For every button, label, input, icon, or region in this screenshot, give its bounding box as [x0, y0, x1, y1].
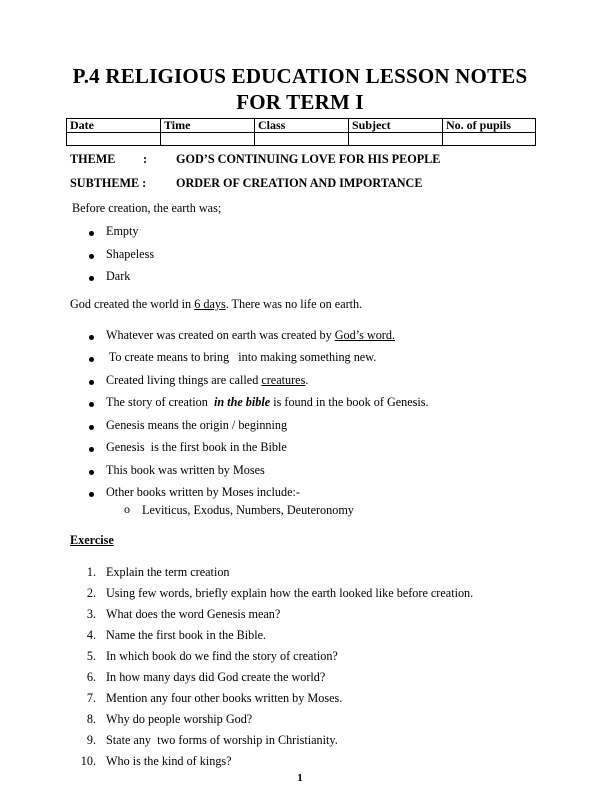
bullet-icon [89, 470, 94, 475]
table-cell [67, 133, 161, 146]
bullet-icon [89, 335, 94, 340]
bullet-icon [89, 447, 94, 452]
theme-value: GOD’S CONTINUING LOVE FOR HIS PEOPLE [176, 152, 441, 166]
question-number: 10. [80, 754, 96, 768]
list-item [106, 395, 429, 410]
list-item [106, 328, 395, 343]
text-run: The story of creation [106, 395, 214, 409]
theme-colon: : [143, 152, 148, 166]
text-run: Created living things are called [106, 373, 262, 387]
col-time: Time [161, 119, 255, 133]
table-cell [161, 133, 255, 146]
question-text: State any two forms of worship in Christianity. [106, 733, 338, 747]
question-number: 6. [86, 670, 96, 684]
list-item: This book was written by Moses [106, 463, 265, 477]
col-subject: Subject [349, 119, 443, 133]
col-pupils: No. of pupils [443, 119, 536, 133]
list-item: Other books written by Moses include:- [106, 485, 300, 499]
question-text: What does the word Genesis mean? [106, 607, 281, 621]
list-item: Empty [106, 224, 139, 238]
intro-text: Before creation, the earth was; [72, 201, 222, 215]
question-number: 3. [86, 607, 96, 621]
question-text: Mention any four other books written by Moses. [106, 691, 343, 705]
col-class: Class [255, 119, 349, 133]
question-text: In how many days did God create the world? [106, 670, 326, 684]
text-run: Whatever was created on earth was created by [106, 328, 335, 342]
exercise-heading: Exercise [70, 533, 114, 547]
bullet-icon [89, 425, 94, 430]
question-text: Explain the term creation [106, 565, 230, 579]
text-run: . There was no life on earth. [225, 297, 363, 311]
bullet-icon [89, 380, 94, 385]
page-number: 1 [297, 772, 303, 784]
question-number: 4. [86, 628, 96, 642]
underlined-text: creatures [261, 373, 306, 387]
bullet-icon [89, 402, 94, 407]
text-run: . [305, 373, 309, 387]
question-text: Who is the kind of kings? [106, 754, 232, 768]
question-number: 5. [86, 649, 96, 663]
subtheme-value: ORDER OF CREATION AND IMPORTANCE [176, 176, 423, 190]
text-run: God created the world in [70, 297, 195, 311]
question-number: 2. [86, 586, 96, 600]
question-text: Why do people worship God? [106, 712, 253, 726]
theme-label: THEME [70, 152, 116, 166]
question-number: 8. [86, 712, 96, 726]
page-title: P.4 RELIGIOUS EDUCATION LESSON NOTES [72, 64, 528, 88]
underlined-text: God’s word. [334, 328, 395, 342]
sub-bullet-icon: o [124, 502, 130, 516]
list-item: Genesis means the origin / beginning [106, 418, 288, 432]
table-cell [349, 133, 443, 146]
created-sentence [70, 297, 362, 312]
list-item: Dark [106, 269, 131, 283]
table-cell [255, 133, 349, 146]
question-number: 7. [86, 691, 96, 705]
list-item [106, 373, 308, 388]
question-text: In which book do we find the story of creation? [106, 649, 338, 663]
list-item: Leviticus, Exodus, Numbers, Deuteronomy [142, 503, 354, 517]
lesson-info-table [66, 118, 536, 146]
list-item: Genesis is the first book in the Bible [106, 440, 287, 454]
bullet-icon [89, 231, 94, 236]
question-number: 1. [86, 565, 96, 579]
question-number: 9. [86, 733, 96, 747]
page-subtitle: FOR TERM I [236, 90, 364, 114]
bullet-icon [89, 492, 94, 497]
bullet-icon [89, 254, 94, 259]
emphasis-text: in the bible [213, 395, 271, 409]
table-row [67, 133, 536, 146]
subtheme-label: SUBTHEME : [70, 176, 147, 190]
question-text: Name the first book in the Bible. [106, 628, 267, 642]
list-item: To create means to bring into making something new. [106, 350, 377, 364]
question-text: Using few words, briefly explain how the earth looked like before creation. [106, 586, 474, 600]
table-header-row [67, 119, 536, 133]
underlined-days: 6 days [194, 297, 226, 311]
col-date: Date [67, 119, 161, 133]
bullet-icon [89, 357, 94, 362]
table-cell [443, 133, 536, 146]
list-item: Shapeless [106, 247, 155, 261]
bullet-icon [89, 276, 94, 281]
text-run: is found in the book of Genesis. [270, 395, 429, 409]
